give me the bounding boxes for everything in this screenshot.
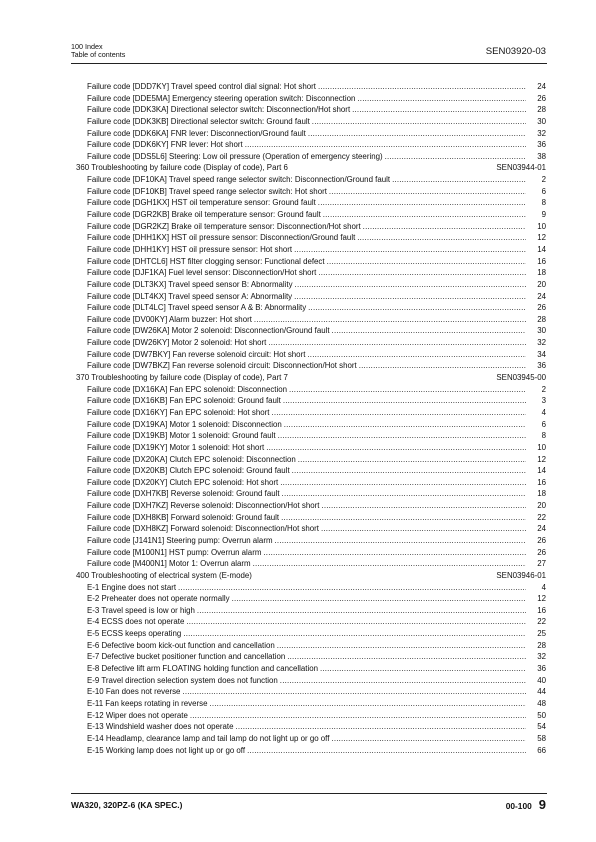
dot-leader <box>232 594 526 603</box>
toc-entry[interactable] <box>71 536 546 548</box>
header-doc-code: SEN03920-03 <box>485 46 546 57</box>
toc-entry[interactable] <box>71 431 546 443</box>
dot-leader <box>312 117 526 126</box>
dot-leader <box>307 350 526 359</box>
dot-leader <box>287 652 526 661</box>
toc-entry[interactable] <box>71 501 546 513</box>
dot-leader <box>357 233 526 242</box>
entry-title: Failure code [DDD7KY] Travel speed control dial signal: Hot short <box>87 82 316 91</box>
dot-leader <box>280 478 526 487</box>
toc-entry[interactable] <box>71 478 546 490</box>
entry-page-number: 14 <box>537 466 546 476</box>
toc-entry[interactable] <box>71 548 546 560</box>
entry-title: Failure code [DV00KY] Alarm buzzer: Hot short <box>87 314 252 324</box>
toc-entry[interactable] <box>71 699 546 711</box>
toc-entry[interactable] <box>71 152 546 164</box>
entry-title: Failure code [M400N1] Motor 1: Overrun alarm <box>87 559 251 569</box>
toc-entry[interactable] <box>71 711 546 723</box>
toc-entry[interactable] <box>71 617 546 629</box>
dot-leader <box>281 513 526 522</box>
dot-leader <box>280 676 526 685</box>
entry-page-number: 24 <box>537 291 546 301</box>
section-title: 400 Troubleshooting of electrical system (E-mode) <box>76 570 252 580</box>
entry-page-number: 32 <box>537 128 546 138</box>
toc-entry[interactable] <box>71 583 546 595</box>
entry-title: E-15 Working lamp does not light up or go off <box>87 745 246 755</box>
entry-title: Failure code [DDK6KY] FNR lever: Hot short <box>87 140 243 150</box>
dot-leader <box>352 105 526 114</box>
dot-leader <box>298 455 526 464</box>
toc-entry[interactable] <box>71 140 546 152</box>
entry-title: Failure code [DXH8KZ] Forward solenoid: Disconnection/Hot short <box>87 524 319 534</box>
entry-title: E-5 ECSS keeps operating <box>87 629 182 639</box>
toc-section-heading <box>71 571 546 583</box>
entry-title: E-14 Headlamp, clearance lamp and tail lamp do not light up or go off <box>87 733 330 743</box>
toc-entry[interactable] <box>71 629 546 641</box>
toc-entry[interactable] <box>71 350 546 362</box>
entry-page-number: 10 <box>537 442 546 452</box>
entry-page-number: 6 <box>541 186 546 196</box>
dot-leader <box>254 315 526 324</box>
entry-page-number: 4 <box>541 582 546 592</box>
entry-title: Failure code [DW7BKZ] Fan reverse solenoid circuit: Disconnection/Hot short <box>87 361 357 371</box>
dot-leader <box>359 361 526 370</box>
entry-page-number: 26 <box>537 535 546 545</box>
entry-title: Failure code [DDK3KA] Directional selector switch: Disconnection/Hot short <box>87 105 351 115</box>
entry-page-number: 26 <box>537 93 546 103</box>
section-title: 360 Troubleshooting by failure code (Display of code), Part 6 <box>76 163 288 173</box>
footer-divider <box>71 793 547 794</box>
entry-page-number: 12 <box>537 594 546 604</box>
toc-entry[interactable] <box>71 105 546 117</box>
entry-title: Failure code [DXH7KZ] Reverse solenoid: Disconnection/Hot short <box>87 501 320 511</box>
dot-leader <box>357 94 526 103</box>
dot-leader <box>294 292 526 301</box>
entry-page-number: 28 <box>537 640 546 650</box>
footer-model: WA320, 320PZ-6 (KA SPEC.) <box>71 800 183 810</box>
toc-entry[interactable] <box>71 268 546 280</box>
entry-title: E-1 Engine does not start <box>87 582 177 592</box>
toc-entry[interactable] <box>71 443 546 455</box>
entry-title: Failure code [DF10KA] Travel speed range selector switch: Disconnection/Ground fault <box>87 175 391 185</box>
entry-page-number: 16 <box>537 256 546 266</box>
header-divider <box>71 63 547 64</box>
dot-leader <box>277 641 526 650</box>
entry-page-number: 9 <box>541 210 546 220</box>
toc-entry[interactable] <box>71 641 546 653</box>
entry-title: Failure code [DDS5L6] Steering: Low oil pressure (Operation of emergency steering) <box>87 151 383 161</box>
dot-leader <box>282 489 526 498</box>
toc-entry[interactable] <box>71 489 546 501</box>
dot-leader <box>318 198 526 207</box>
entry-page-number: 26 <box>537 547 546 557</box>
entry-page-number: 10 <box>537 221 546 231</box>
entry-title: E-11 Fan keeps rotating in reverse <box>87 698 208 708</box>
toc-entry[interactable] <box>71 326 546 338</box>
dot-leader <box>253 559 526 568</box>
toc-entry[interactable] <box>71 396 546 408</box>
entry-page-number: 28 <box>537 105 546 115</box>
entry-page-number: 58 <box>537 733 546 743</box>
entry-title: Failure code [DX20KY] Clutch EPC solenoid: Hot short <box>87 477 279 487</box>
dot-leader <box>186 617 526 626</box>
entry-title: Failure code [DX19KY] Motor 1 solenoid: Hot short <box>87 442 265 452</box>
dot-leader <box>308 129 526 138</box>
entry-title: Failure code [DX20KA] Clutch EPC solenoid: Disconnection <box>87 454 296 464</box>
dot-leader <box>284 420 526 429</box>
entry-page-number: 34 <box>537 349 546 359</box>
entry-page-number: 32 <box>537 338 546 348</box>
entry-page-number: 20 <box>537 501 546 511</box>
dot-leader <box>327 257 526 266</box>
entry-page-number: 2 <box>541 384 546 394</box>
dot-leader <box>190 711 526 720</box>
toc-entry[interactable] <box>71 82 546 94</box>
dot-leader <box>294 245 526 254</box>
entry-page-number: 16 <box>537 477 546 487</box>
toc-entry[interactable] <box>71 94 546 106</box>
entry-title: E-4 ECSS does not operate <box>87 617 185 627</box>
dot-leader <box>263 548 526 557</box>
entry-title: E-6 Defective boom kick-out function and cancellation <box>87 640 275 650</box>
dot-leader <box>318 82 526 91</box>
entry-title: Failure code [DGR2KZ] Brake oil temperature sensor: Disconnection/Hot short <box>87 221 361 231</box>
entry-title: E-8 Defective lift arm FLOATING holding function and cancellation <box>87 664 318 674</box>
entry-title: Failure code [DLT4LC] Travel speed sensor A & B: Abnormality <box>87 303 307 313</box>
toc-entry[interactable] <box>71 734 546 746</box>
entry-title: E-2 Preheater does not operate normally <box>87 594 230 604</box>
dot-leader <box>182 687 526 696</box>
toc-entry[interactable] <box>71 222 546 234</box>
toc-entry[interactable] <box>71 559 546 571</box>
entry-page-number: 27 <box>537 559 546 569</box>
toc-section-heading <box>71 163 546 175</box>
dot-leader <box>323 210 526 219</box>
dot-leader <box>363 222 526 231</box>
dot-leader <box>392 175 526 184</box>
entry-page-number: 30 <box>537 116 546 126</box>
entry-title: Failure code [DW26KY] Motor 2 solenoid: Hot short <box>87 338 267 348</box>
entry-page-number: 24 <box>537 82 546 91</box>
entry-page-number: 8 <box>541 198 546 208</box>
entry-title: Failure code [DW7BKY] Fan reverse solenoid circuit: Hot short <box>87 349 306 359</box>
dot-leader <box>268 338 526 347</box>
entry-title: Failure code [DXH7KB] Reverse solenoid: Ground fault <box>87 489 280 499</box>
entry-page-number: 26 <box>537 303 546 313</box>
toc-entry[interactable] <box>71 664 546 676</box>
section-doc-code: SEN03946-01 <box>496 570 546 580</box>
dot-leader <box>197 606 526 615</box>
entry-title: Failure code [DW26KA] Motor 2 solenoid: Disconnection/Ground fault <box>87 326 330 336</box>
dot-leader <box>308 303 526 312</box>
section-doc-code: SEN03944-01 <box>496 163 546 173</box>
dot-leader <box>209 699 526 708</box>
dot-leader <box>295 280 526 289</box>
entry-page-number: 8 <box>541 431 546 441</box>
entry-page-number: 14 <box>537 244 546 254</box>
dot-leader <box>318 268 526 277</box>
toc-entry[interactable] <box>71 233 546 245</box>
entry-title: Failure code [DJF1KA] Fuel level sensor: Disconnection/Hot short <box>87 268 317 278</box>
entry-title: Failure code [M100N1] HST pump: Overrun alarm <box>87 547 262 557</box>
section-doc-code: SEN03945-00 <box>496 373 546 383</box>
entry-page-number: 32 <box>537 652 546 662</box>
toc-entry[interactable] <box>71 187 546 199</box>
entry-title: Failure code [DDK6KA] FNR lever: Disconnection/Ground fault <box>87 128 306 138</box>
dot-leader <box>266 443 526 452</box>
toc-entry[interactable] <box>71 175 546 187</box>
entry-page-number: 22 <box>537 512 546 522</box>
entry-title: E-12 Wiper does not operate <box>87 710 188 720</box>
dot-leader <box>289 385 526 394</box>
dot-leader <box>385 152 526 161</box>
entry-page-number: 12 <box>537 233 546 243</box>
dot-leader <box>271 408 526 417</box>
section-title: 370 Troubleshooting by failure code (Display of code), Part 7 <box>76 373 288 383</box>
dot-leader <box>183 629 526 638</box>
entry-page-number: 24 <box>537 524 546 534</box>
entry-page-number: 6 <box>541 419 546 429</box>
toc-entry[interactable] <box>71 117 546 129</box>
entry-page-number: 38 <box>537 151 546 161</box>
header-subtitle: Table of contents <box>71 50 126 60</box>
entry-page-number: 22 <box>537 617 546 627</box>
footer-page-number: 9 <box>538 797 546 812</box>
dot-leader <box>247 746 526 755</box>
toc-entry[interactable] <box>71 513 546 525</box>
entry-title: Failure code [DLT3KX] Travel speed sensor B: Abnormality <box>87 279 293 289</box>
toc-entry[interactable] <box>71 746 546 758</box>
toc-entry[interactable] <box>71 303 546 315</box>
dot-leader <box>320 664 526 673</box>
entry-title: E-7 Defective bucket positioner function and cancellation <box>87 652 286 662</box>
entry-title: E-13 Windshield washer does not operate <box>87 722 234 732</box>
toc-entry[interactable] <box>71 420 546 432</box>
entry-page-number: 44 <box>537 687 546 697</box>
entry-title: E-9 Travel direction selection system does not function <box>87 675 278 685</box>
toc-entry[interactable] <box>71 466 546 478</box>
entry-title: Failure code [DXH8KB] Forward solenoid: Ground fault <box>87 512 280 522</box>
entry-page-number: 18 <box>537 489 546 499</box>
entry-page-number: 30 <box>537 326 546 336</box>
toc-entry[interactable] <box>71 198 546 210</box>
entry-title: Failure code [DGH1KX] HST oil temperature sensor: Ground fault <box>87 198 316 208</box>
toc-entry[interactable] <box>71 245 546 257</box>
toc-entry[interactable] <box>71 292 546 304</box>
entry-title: Failure code [DHH1KX] HST oil pressure sensor: Disconnection/Ground fault <box>87 233 356 243</box>
toc-entry[interactable] <box>71 280 546 292</box>
footer-page-info <box>506 797 546 812</box>
page-header <box>71 43 125 60</box>
toc-entry[interactable] <box>71 210 546 222</box>
entry-title: Failure code [DX16KY] Fan EPC solenoid: Hot short <box>87 407 270 417</box>
entry-page-number: 12 <box>537 454 546 464</box>
dot-leader <box>278 431 526 440</box>
dot-leader <box>332 326 526 335</box>
dot-leader <box>245 140 526 149</box>
entry-page-number: 16 <box>537 605 546 615</box>
dot-leader <box>321 524 526 533</box>
entry-page-number: 25 <box>537 629 546 639</box>
entry-page-number: 48 <box>537 698 546 708</box>
header-section-title: 100 Index <box>71 42 103 51</box>
toc-section-heading <box>71 373 546 385</box>
toc-entry[interactable] <box>71 652 546 664</box>
entry-title: Failure code [DHTCL6] HST filter clogging sensor: Functional defect <box>87 256 325 266</box>
entry-page-number: 40 <box>537 675 546 685</box>
toc-entry[interactable] <box>71 455 546 467</box>
toc-entry[interactable] <box>71 315 546 327</box>
entry-page-number: 28 <box>537 314 546 324</box>
toc-entry[interactable] <box>71 257 546 269</box>
entry-title: Failure code [DX19KA] Motor 1 solenoid: Disconnection <box>87 419 282 429</box>
entry-title: Failure code [DX20KB] Clutch EPC solenoid: Ground fault <box>87 466 290 476</box>
toc-entry[interactable] <box>71 408 546 420</box>
entry-page-number: 3 <box>541 396 546 406</box>
entry-title: Failure code [J141N1] Steering pump: Overrun alarm <box>87 535 273 545</box>
dot-leader <box>329 187 526 196</box>
dot-leader <box>178 583 526 592</box>
toc-entry[interactable] <box>71 687 546 699</box>
dot-leader <box>292 466 526 475</box>
toc-entry[interactable] <box>71 338 546 350</box>
entry-page-number: 66 <box>537 745 546 755</box>
entry-page-number: 18 <box>537 268 546 278</box>
dot-leader <box>331 734 526 743</box>
toc-entry[interactable] <box>71 594 546 606</box>
entry-title: E-3 Travel speed is low or high <box>87 605 195 615</box>
entry-title: Failure code [DDK3KB] Directional selector switch: Ground fault <box>87 116 310 126</box>
entry-title: Failure code [DHH1KY] HST oil pressure sensor: Hot short <box>87 244 293 254</box>
entry-page-number: 50 <box>537 710 546 720</box>
footer-reference: 00-100 <box>505 801 532 811</box>
entry-page-number: 36 <box>537 664 546 674</box>
dot-leader <box>275 536 526 545</box>
entry-title: Failure code [DDE5MA] Emergency steering operation switch: Disconnection <box>87 93 356 103</box>
dot-leader <box>236 722 526 731</box>
dot-leader <box>283 396 526 405</box>
entry-title: Failure code [DGR2KB] Brake oil temperature sensor: Ground fault <box>87 210 321 220</box>
toc-entry[interactable] <box>71 676 546 688</box>
entry-title: Failure code [DX16KA] Fan EPC solenoid: Disconnection <box>87 384 288 394</box>
toc-entry[interactable] <box>71 385 546 397</box>
entry-title: Failure code [DX19KB] Motor 1 solenoid: Ground fault <box>87 431 276 441</box>
entry-title: Failure code [DLT4KX] Travel speed sensor A: Abnormality <box>87 291 293 301</box>
entry-title: Failure code [DX16KB] Fan EPC solenoid: Ground fault <box>87 396 281 406</box>
entry-page-number: 54 <box>537 722 546 732</box>
table-of-contents <box>71 82 546 757</box>
toc-entry[interactable] <box>71 606 546 618</box>
entry-title: E-10 Fan does not reverse <box>87 687 181 697</box>
toc-entry[interactable] <box>71 524 546 536</box>
entry-page-number: 2 <box>541 175 546 185</box>
toc-entry[interactable] <box>71 361 546 373</box>
dot-leader <box>321 501 526 510</box>
entry-title: Failure code [DF10KB] Travel speed range selector switch: Hot short <box>87 186 327 196</box>
entry-page-number: 36 <box>537 361 546 371</box>
entry-page-number: 20 <box>537 279 546 289</box>
toc-entry[interactable] <box>71 722 546 734</box>
toc-entry[interactable] <box>71 129 546 141</box>
entry-page-number: 4 <box>541 407 546 417</box>
entry-page-number: 36 <box>537 140 546 150</box>
